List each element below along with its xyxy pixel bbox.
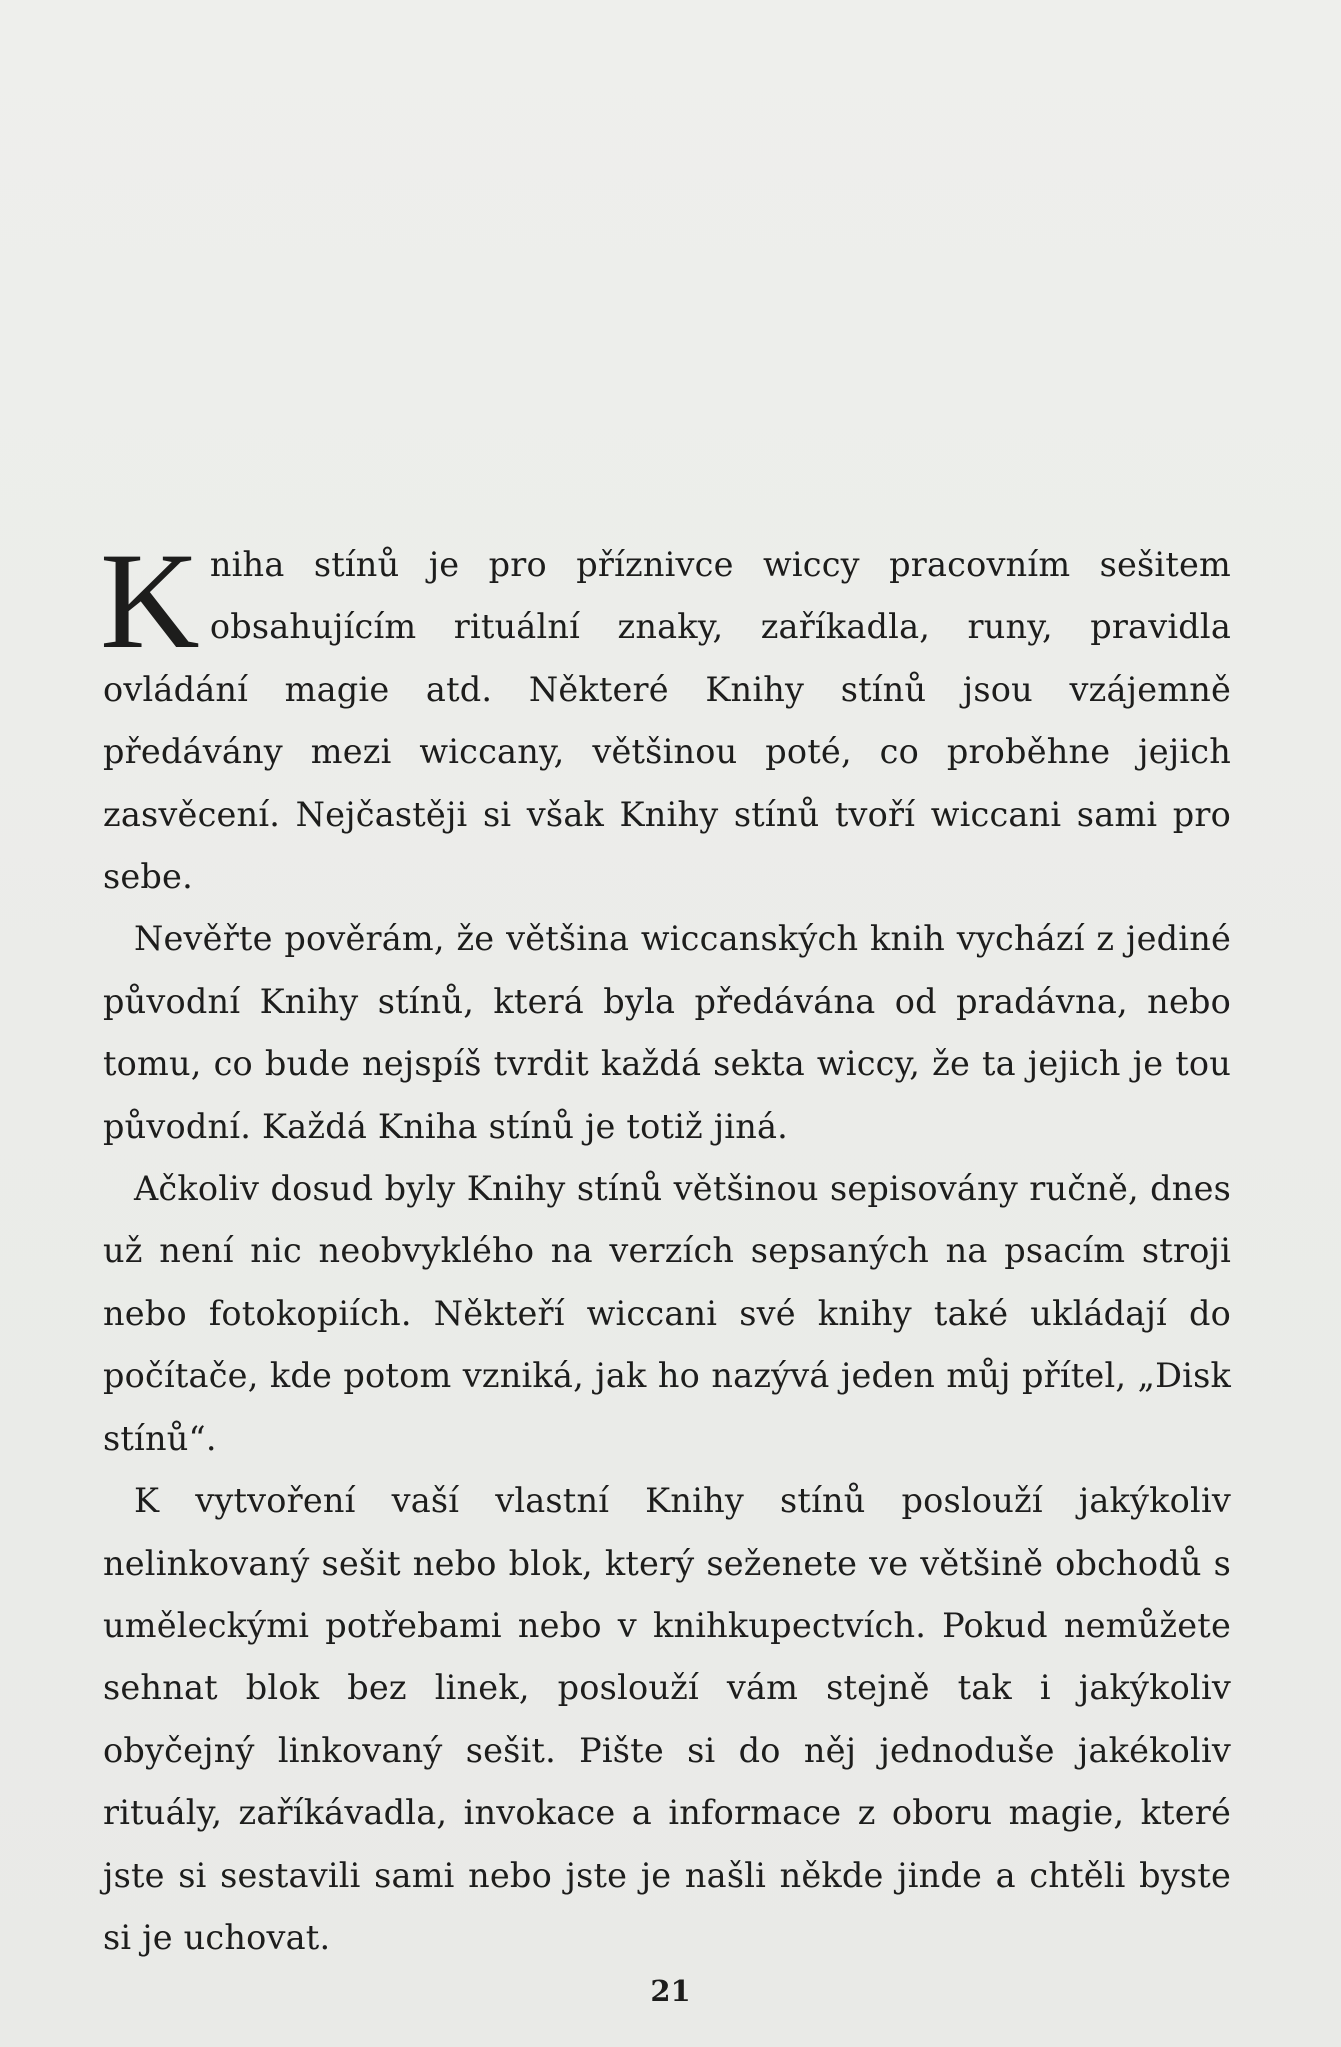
body-text [100,524,1231,1969]
paragraph-1 [100,524,1231,908]
drop-cap: K [100,524,200,677]
paragraph-3: Ačkoliv dosud byly Knihy stínů většinou sepisovány ručně, dnes už není nic neobvyklého na verzích sepsaných na psacím stroji nebo fotokopiích. Někteří wiccani své knihy také ukládají do počítače, kde potom vzniká, jak ho nazývá jeden můj přítel, „Disk stínů“. [103,1169,1231,1458]
paragraph-2: Nevěřte pověrám, že většina wiccanských knih vychází z jediné původní Knihy stínů, která byla předávána od pradávna, nebo tomu, co bude nejspíš tvrdit každá sekta wiccy, že ta jejich je tou původní. Každá Kniha stínů je totiž jiná. [103,919,1231,1146]
paragraph-1-text: niha stínů je pro příznivce wiccy pracovním sešitem obsahujícím rituální znaky, zaříkadla, runy, pravidla ovládání magie atd. Některé Knihy stínů jsou vzájemně předávány mezi wiccany, většinou poté, co proběhne jejich zasvěcení. Nejčastěji si však Knihy stínů tvoří wiccani sami pro sebe. [103,545,1231,897]
page-number: 21 [650,1974,691,2008]
paragraph-4: K vytvoření vaší vlastní Knihy stínů poslouží jakýkoliv nelinkovaný sešit nebo blok, který seženete ve většině obchodů s uměleckými potřebami nebo v knihkupectvích. Pokud nemůžete sehnat blok bez linek, poslouží vám stejně tak i jakýkoliv obyčejný linkovaný sešit. Pište si do něj jednoduše jakékoliv rituály, zaříkávadla, invokace a informace z oboru magie, které jste si sestavili sami nebo jste je našli někde jinde a chtěli byste si je uchovat. [103,1481,1231,1957]
